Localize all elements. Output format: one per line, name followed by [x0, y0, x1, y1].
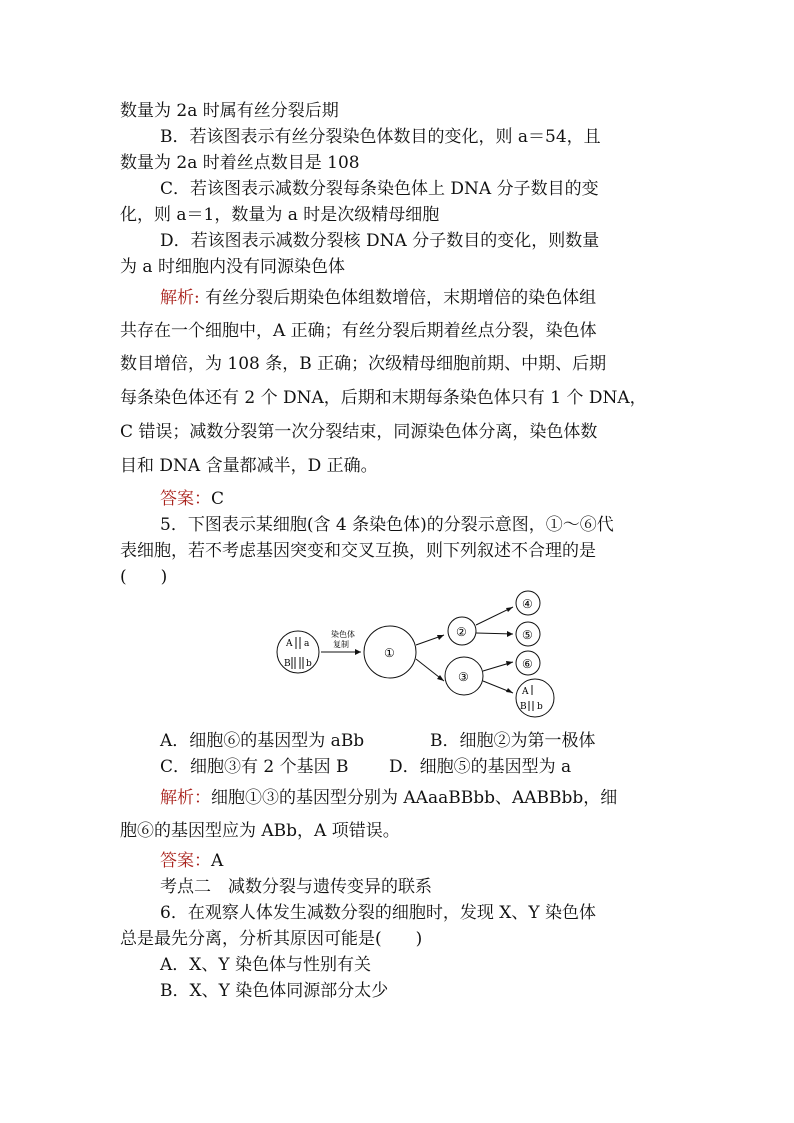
analysis-2-text: 细胞①③的基因型分别为 AAaaBBbb、AABBbb，细 [211, 788, 618, 808]
analysis-line: 数目增倍，为 108 条，B 正确；次级精母细胞前期、中期、后期 [120, 354, 607, 374]
analysis-text: 有丝分裂后期染色体组数增倍，末期增倍的染色体组 [199, 288, 597, 308]
option-d: D．细胞⑤的基因型为 a [389, 757, 572, 777]
option-b: B．细胞②为第一极体 [430, 731, 596, 751]
text-line: 为 a 时细胞内没有同源染色体 [120, 257, 345, 277]
question-5: 5．下图表示某细胞(含 4 条染色体)的分裂示意图，①～⑥代 [160, 515, 614, 535]
cell-5-label: ⑤ [522, 628, 533, 642]
analysis-line: 共存在一个细胞中，A 正确；有丝分裂后期着丝点分裂，染色体 [120, 321, 597, 341]
question-6-cont: 总是最先分离，分析其原因可能是( ) [120, 929, 423, 949]
gene-label-a: a [304, 639, 310, 649]
option-d-line: D．若该图表示减数分裂核 DNA 分子数目的变化，则数量 [160, 231, 600, 251]
cell-3-label: ③ [458, 670, 469, 684]
answer-2-value: A [211, 851, 224, 871]
cell-4-label: ④ [522, 597, 533, 611]
q6-option-b: B．X、Y 染色体同源部分太少 [160, 981, 389, 1001]
analysis-label: 解析: [160, 288, 200, 308]
option-c: C．细胞③有 2 个基因 B [160, 757, 349, 777]
text-line: 数量为 2a 时属有丝分裂后期 [120, 101, 339, 121]
option-b-line: B．若该图表示有丝分裂染色体数目的变化，则 a＝54，且 [160, 127, 601, 147]
gene-label-B2: B [520, 702, 527, 712]
option-a: A．细胞⑥的基因型为 aBb [160, 731, 365, 751]
arrow-label-2: 复制 [333, 640, 349, 649]
analysis-line: 每条染色体还有 2 个 DNA，后期和末期每条染色体只有 1 个 DNA， [120, 388, 647, 408]
cell-division-diagram [270, 585, 570, 725]
gene-label-b2: b [537, 702, 543, 712]
answer-line [160, 488, 224, 510]
gene-label-B: B [284, 659, 291, 669]
q6-option-a: A．X、Y 染色体与性别有关 [160, 955, 372, 975]
analysis-line: C 错误；减数分裂第一次分裂结束，同源染色体分离，染色体数 [120, 422, 598, 442]
analysis-line [160, 287, 596, 309]
gene-label-b: b [306, 659, 312, 669]
question-6: 6．在观察人体发生减数分裂的细胞时，发现 X、Y 染色体 [160, 903, 596, 923]
gene-label-A2: A [522, 687, 529, 697]
question-5-bracket: ( ) [120, 567, 168, 587]
cell-1-label: ① [384, 646, 395, 660]
answer-value: C [211, 489, 225, 509]
analysis-line: 目和 DNA 含量都减半，D 正确。 [120, 456, 378, 476]
arrow-label-1: 染色体 [331, 630, 355, 639]
answer-2-label: 答案： [160, 851, 211, 871]
option-c-line: C．若该图表示减数分裂每条染色体上 DNA 分子数目的变 [160, 179, 599, 199]
analysis-2-line: 胞⑥的基因型应为 ABb，A 项错误。 [120, 821, 400, 841]
text-line: 化，则 a＝1，数量为 a 时是次级精母细胞 [120, 205, 440, 225]
text-line: 数量为 2a 时着丝点数目是 108 [120, 153, 360, 173]
question-5-cont: 表细胞，若不考虑基因突变和交叉互换，则下列叙述不合理的是 [120, 541, 596, 561]
answer-2-line [160, 850, 223, 872]
analysis-2-line [160, 787, 617, 809]
gene-label-A: A [286, 639, 293, 649]
analysis-2-label: 解析： [160, 788, 211, 808]
answer-label: 答案： [160, 489, 211, 509]
section-heading: 考点二 减数分裂与遗传变异的联系 [160, 877, 432, 897]
cell-6-label: ⑥ [522, 657, 533, 671]
cell-2-label: ② [456, 625, 467, 639]
